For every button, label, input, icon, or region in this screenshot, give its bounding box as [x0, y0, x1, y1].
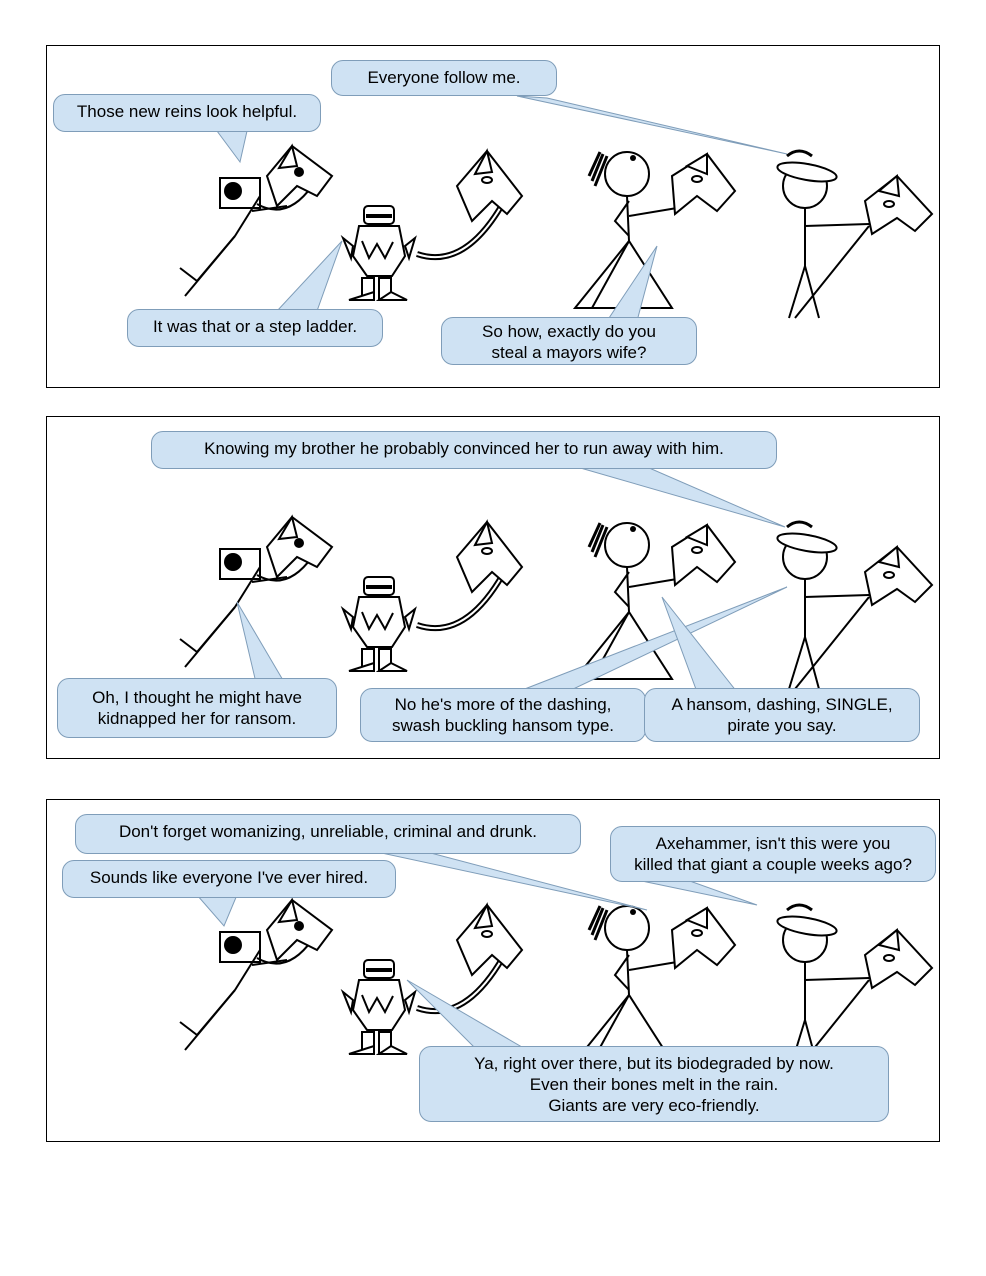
speech-bubble-lady: Don't forget womanizing, unreliable, criminal and drunk. [75, 814, 581, 854]
speech-bubble-knight: Sounds like everyone I've ever hired. [62, 860, 396, 898]
comic-panel-1 [46, 45, 940, 388]
speech-bubble-dwarf: Ya, right over there, but its biodegraded by now. Even their bones melt in the rain. Giants are very eco-friendly. [419, 1046, 889, 1122]
speech-bubble-pirate: Axehammer, isn't this were you killed that giant a couple weeks ago? [610, 826, 936, 882]
speech-bubble-dwarf: No he's more of the dashing, swash buckling hansom type. [360, 688, 646, 742]
speech-bubble-pirate: Everyone follow me. [331, 60, 557, 96]
speech-bubble-lady: A hansom, dashing, SINGLE, pirate you say. [644, 688, 920, 742]
speech-bubble-dwarf: It was that or a step ladder. [127, 309, 383, 347]
speech-bubble-lady: So how, exactly do you steal a mayors wife? [441, 317, 697, 365]
speech-bubble-knight: Those new reins look helpful. [53, 94, 321, 132]
comic-panel-3 [46, 799, 940, 1142]
speech-bubble-knight: Oh, I thought he might have kidnapped her for ransom. [57, 678, 337, 738]
speech-bubble-pirate: Knowing my brother he probably convinced her to run away with him. [151, 431, 777, 469]
comic-panel-2 [46, 416, 940, 759]
